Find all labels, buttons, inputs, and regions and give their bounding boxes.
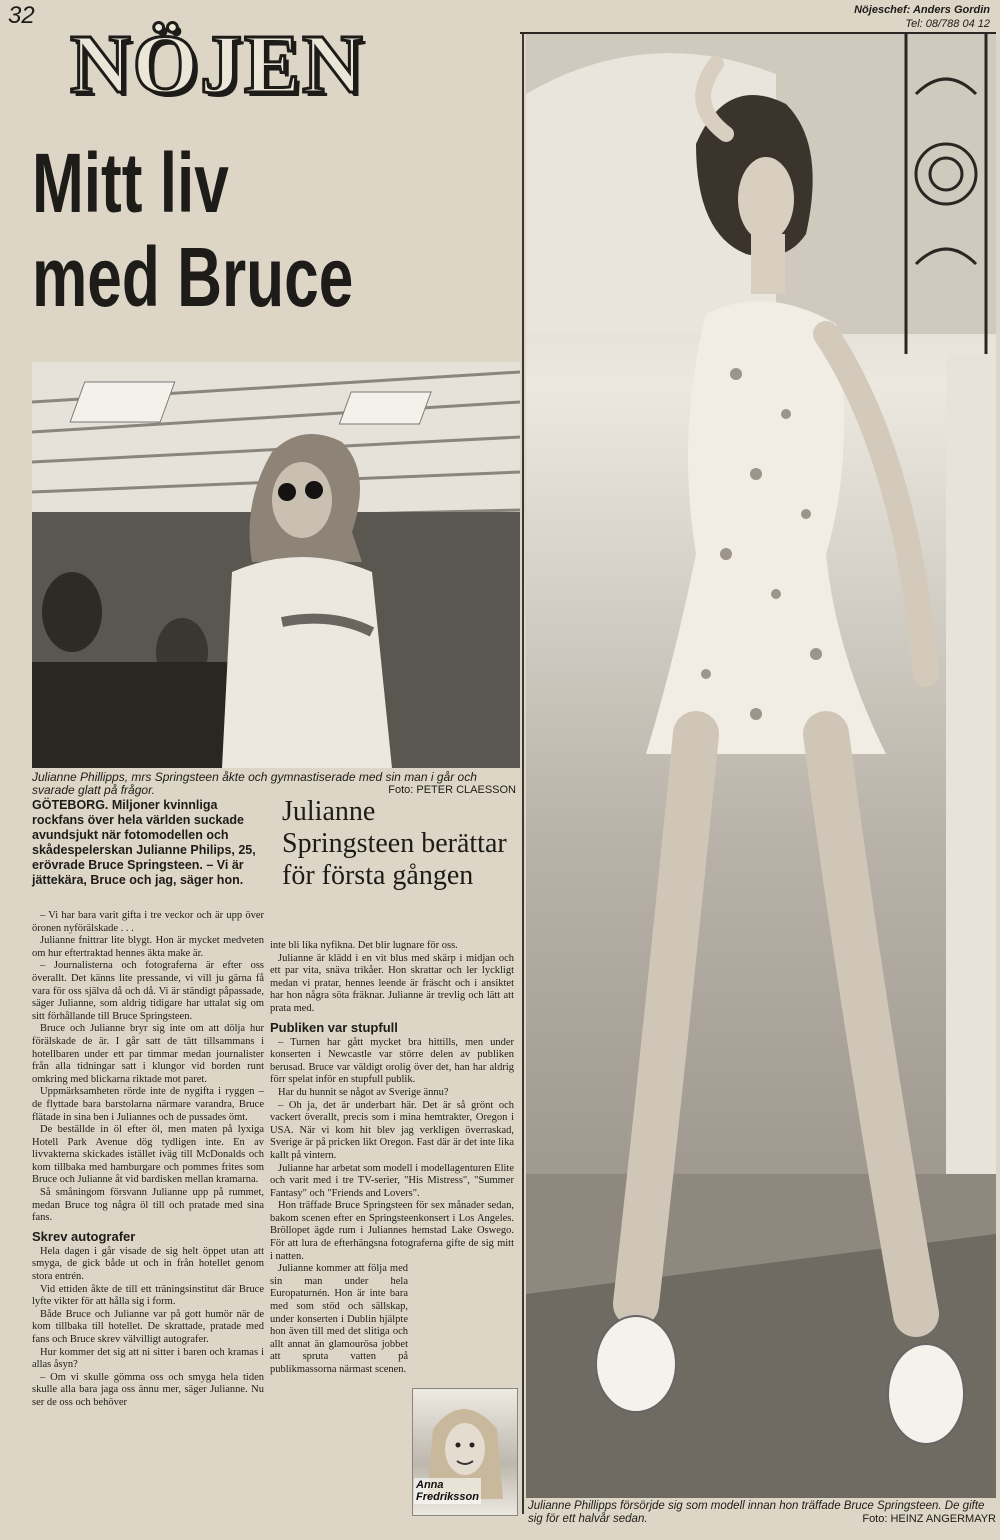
paragraph: Vid ettiden åkte de till ett träningsinstitut där Bruce lyfte vikter för att hålla sig i form.: [32, 1283, 264, 1308]
editor-phone: Tel: 08/788 04 12: [905, 18, 990, 30]
paragraph: Uppmärksamheten rörde inte de nygifta i ryggen – de flyttade bara barstolarna närmare varandra, Bruce flätade in sina ben i Juliannes och de pussades ömt.: [32, 1086, 264, 1123]
paragraph: Både Bruce och Julianne var på gott humör när de kom tillbaka till hotellet. De skrattade, pratade med fans och Bruce skrev välvilligt autografer.: [32, 1308, 264, 1345]
photo1-credit: Foto: PETER CLAESSON: [388, 784, 516, 796]
paragraph: Julianne kommer att följa med sin man under hela Europaturnén. Hon är inte bara med som stöd och sällskap, under konserten i Dublin hjälpte hon även till med det slitiga och allt annat än glamourösa jobbet att spruta vatten på publikmassorna närmast scenen.: [270, 1263, 408, 1375]
paragraph: – Turnen har gått mycket bra hittills, men under konserten i Newcastle var större delen av publiken berusad. Bruce var väldigt orolig över det, han har aldrig förr spelat inför en stupfull publik.: [270, 1036, 514, 1086]
paragraph: – Om vi skulle gömma oss och smyga hela tiden skulle alla bara jaga oss ännu mer, säger Julianne. Nu ser de oss och behöver: [32, 1371, 264, 1408]
paragraph: De beställde in öl efter öl, men maten på lyxiga Hotell Park Avenue dög tydligen inte. En av livvakterna skickades istället iväg till McDonalds och kom tillbaka med hamburgare och pommes frites som Bruce och Julianne åt vid bardisken mellan kramarna.: [32, 1124, 264, 1186]
paragraph: – Journalisterna och fotograferna är efter oss överallt. Det känns lite pressande, vi vill ju gärna få vara för oss själva då och då. Vi är ständigt påpassade, säger Julianne, som aldrig tidigare har uttalat sig om sitt förhållande till Bruce Springsteen.: [32, 960, 264, 1022]
photo-julianne-hotel: [32, 362, 520, 768]
article-column-2: [270, 940, 514, 1377]
photo-julianne-model: [526, 34, 996, 1498]
photo-julianne-model-illustration: [526, 34, 996, 1498]
page-number: 32: [8, 2, 35, 29]
subhead-publiken: Publiken var stupfull: [270, 1019, 398, 1035]
headline: [32, 136, 395, 324]
paragraph: Julianne fnittrar lite blygt. Hon är mycket medveten om hur eftertraktad hennes äkta make är.: [32, 935, 264, 959]
article-lede: GÖTEBORG. Miljoner kvinnliga rockfans över hela världen suckade avundsjukt när fotomodellen och skådespelerskan Julianne Philips, 25, erövrade Bruce Springsteen. – Vi är jättekära, Bruce och jag, säger hon.: [32, 798, 256, 887]
byline-name: [414, 1478, 481, 1504]
paragraph: Hela dagen i går visade de sig helt öppet utan att smyga, de gick både ut och in från hotellet genom stora entrén.: [32, 1245, 264, 1283]
byline-last-name: Fredriksson: [416, 1491, 479, 1503]
paragraph: Julianne har arbetat som modell i modellagenturen Elite och varit med i tre TV-serier, "His Mistress", "Summer Fantasy" och "Friends and Lovers".: [270, 1162, 514, 1199]
paragraph: Julianne är klädd i en vit blus med skärp i midjan och ett par vita, snäva trikåer. Hon skrattar och ler lyckligt medan vi pratar, hennes leende är fräscht och i ansiktet har hon några söta fräknar. Julianne är trevlig och lätt att prata med.: [270, 952, 514, 1014]
byline-first-name: Anna: [416, 1479, 444, 1491]
headline-line-2: med Bruce: [32, 230, 354, 324]
editor-name: Nöjeschef: Anders Gordin: [854, 4, 990, 16]
subhead-skrev-autografer: Skrev autografer: [32, 1228, 136, 1244]
paragraph: inte bli lika nyfikna. Det blir lugnare för oss.: [270, 940, 458, 951]
paragraph: – Oh ja, det är underbart här. Det är så grönt och vackert överallt, precis som i mina hemtrakter, Oregon i USA. När vi kom hit blev jag verkligen överraskad, Sverige är på pricken likt Oregon. Fast där är det inte lika kallt på vintern.: [270, 1099, 514, 1161]
paragraph: Hur kommer det sig att ni sitter i baren och kramas i allas åsyn?: [32, 1346, 264, 1371]
headline-line-1: Mitt liv: [32, 136, 229, 230]
paragraph: Bruce och Julianne bryr sig inte om att dölja hur förälskade de är. I går satt de tätt tillsammans i hotellbaren under ett par timmar medan journalister från alla tidningar satt i klungor vid borden runt omkring med blickarna riktade mot paret.: [32, 1023, 264, 1085]
paragraph: Hon träffade Bruce Springsteen för sex månader sedan, bakom scenen efter en Springsteenkonsert i Los Angeles. Bröllopet ägde rum i Juliannes hemstad Lake Oswego. För att lura de efterhängsna fotograferna gifte de sig mitt i natten.: [270, 1200, 514, 1262]
article-column-1: [32, 910, 264, 1410]
photo-julianne-hotel-illustration: [32, 362, 520, 768]
photo2-credit: Foto: HEINZ ANGERMAYR: [862, 1513, 996, 1525]
paragraph: Så småningom försvann Julianne upp på rummet, medan Bruce tog några öl till och pratade med sina fans.: [32, 1187, 264, 1224]
photo2-caption: Julianne Phillipps försörjde sig som modell innan hon träffade Bruce Springsteen. De gifte sig för ett halvår sedan.: [528, 1500, 985, 1525]
photo1-caption: Julianne Phillipps, mrs Springsteen åkte och gymnastiserade med sin man i går och svarade glatt på frågor.: [32, 770, 477, 797]
paragraph: – Vi har bara varit gifta i tre veckor och är upp över öronen nyförälskade . . .: [32, 910, 264, 934]
column-rule: [522, 34, 524, 1514]
section-label: NÖJEN: [70, 18, 365, 111]
article-deck: Julianne Springsteen berättar för första gången: [282, 796, 507, 891]
paragraph: Har du hunnit se något av Sverige ännu?: [278, 1086, 449, 1098]
